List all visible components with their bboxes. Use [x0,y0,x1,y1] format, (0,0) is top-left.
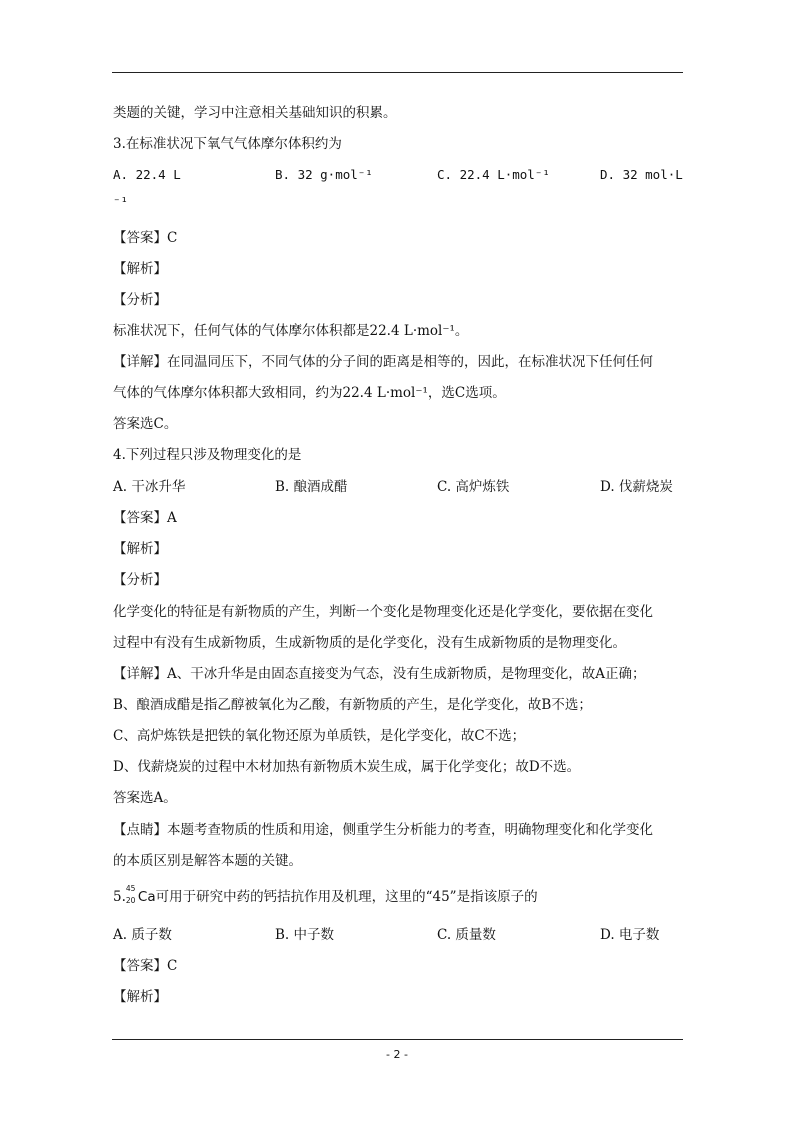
q4-analysis-line-1: 化学变化的特征是有新物质的产生，判断一个变化是物理变化还是化学变化，要依据在变化 [113,604,653,620]
q3-option-c: C. 22.4 L·mol⁻¹ [437,167,550,182]
q4-detail-line-2: B、酿酒成醋是指乙醇被氧化为乙酸，有新物质的产生，是化学变化，故B不选； [113,697,592,713]
q3-detail-line-2: 气体的气体摩尔体积都大致相同，约为22.4 L·mol⁻¹，选C选项。 [113,385,506,401]
q3-detail-line-1: 【详解】在同温同压下，不同气体的分子间的距离是相等的，因此，在标准状况下任何任何 [113,354,653,370]
footer-rule [112,1039,683,1040]
q5-options [113,926,693,944]
q4-option-b: B. 酿酒成醋 [275,479,348,495]
q5-option-a: A. 质子数 [113,927,172,943]
element-symbol: Ca [137,889,156,905]
q3-answer: 【答案】C [113,230,178,246]
q4-stem: 4.下列过程只涉及物理变化的是 [113,447,302,463]
q4-jiexi-label: 【解析】 [113,541,167,557]
q3-conclusion: 答案选C。 [113,416,178,432]
q3-fenxi-label: 【分析】 [113,292,167,308]
q3-stem: 3.在标准状况下氧气气体摩尔体积约为 [113,136,342,152]
q3-analysis: 标准状况下，任何气体的气体摩尔体积都是22.4 L·mol⁻¹。 [113,323,469,339]
q4-option-c: C. 高炉炼铁 [437,479,510,495]
page-number: - 2 - [386,1048,408,1061]
q4-option-d: D. 伐薪烧炭 [600,479,673,495]
q4-answer: 【答案】A [113,510,177,526]
q4-detail-line-3: C、高炉炼铁是把铁的氧化物还原为单质铁，是化学变化，故C不选； [113,728,526,744]
mass-number: 45 [125,884,136,893]
q4-comment-line-2: 的本质区别是解答本题的关键。 [113,853,302,869]
q4-detail-line-1: 【详解】A、干冰升华是由固态直接变为气态，没有生成新物质，是物理变化，故A正确； [113,666,646,682]
isotope-notation [125,884,138,906]
q4-fenxi-label: 【分析】 [113,572,167,588]
q3-option-d: D. 32 mol·L [600,167,683,182]
q5-stem [113,884,538,906]
q5-jiexi-label: 【解析】 [113,989,167,1005]
q5-option-b: B. 中子数 [275,927,335,943]
q4-option-a: A. 干冰升华 [113,479,186,495]
q4-analysis-line-2: 过程中有没有生成新物质，生成新物质的是化学变化，没有生成新物质的是物理变化。 [113,635,626,651]
q5-option-d: D. 电子数 [600,927,660,943]
q5-option-c: C. 质量数 [437,927,496,943]
carryover-text: 类题的关键，学习中注意相关基础知识的积累。 [113,105,397,121]
q4-conclusion: 答案选A。 [113,790,177,806]
q4-comment-line-1: 【点睛】本题考查物质的性质和用途，侧重学生分析能力的考查，明确物理变化和化学变化 [113,822,653,838]
q5-stem-text: 可用于研究中药的钙拮抗作用及机理，这里的“45”是指该原子的 [155,889,538,905]
q3-option-d-wrap: ⁻¹ [113,194,129,209]
q4-detail-line-4: D、伐薪烧炭的过程中木材加热有新物质木炭生成，属于化学变化；故D不选。 [113,759,581,775]
q3-option-a: A. 22.4 L [113,167,181,182]
q3-option-b: B. 32 g·mol⁻¹ [275,167,373,182]
header-rule [112,72,683,73]
q5-number: 5. [113,889,126,905]
q4-options [113,478,693,496]
atomic-number: 20 [125,896,136,905]
q5-answer: 【答案】C [113,958,178,974]
q3-options [113,166,693,184]
q3-jiexi-label: 【解析】 [113,261,167,277]
